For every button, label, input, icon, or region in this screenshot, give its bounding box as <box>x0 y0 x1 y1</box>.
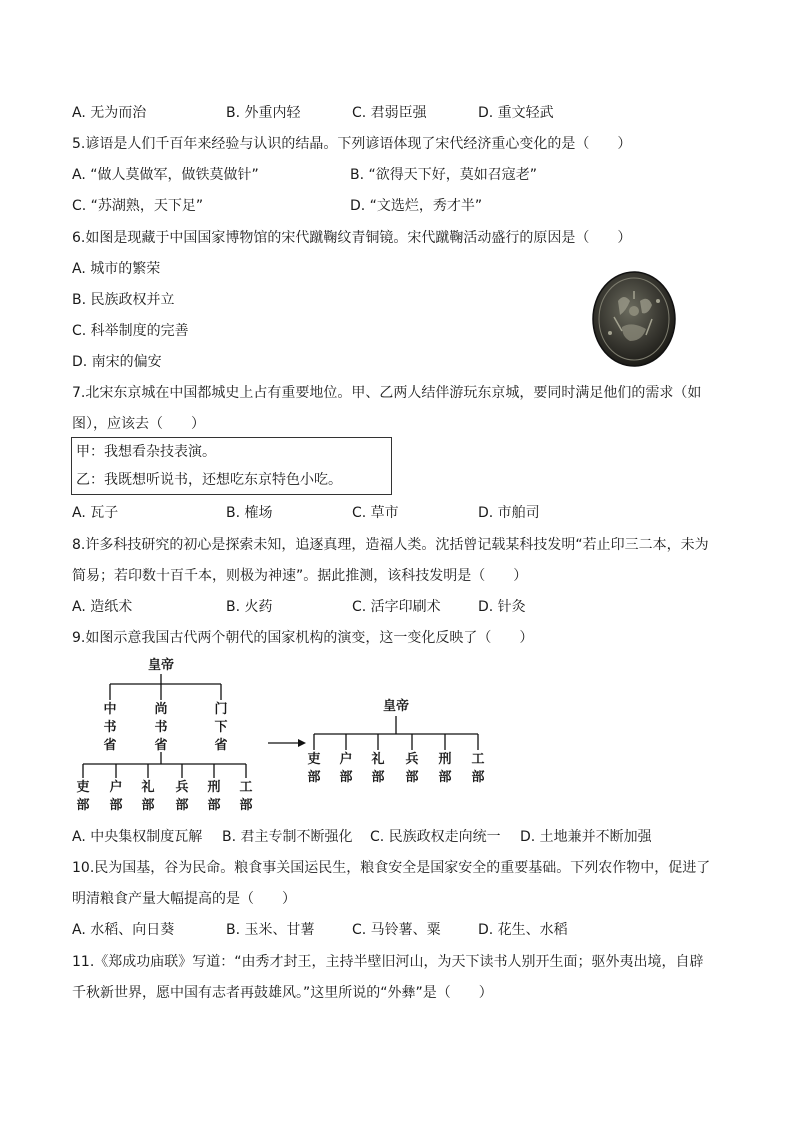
q6-option-a: A. 城市的繁荣 <box>72 261 161 277</box>
q9-option-c: C. 民族政权走向统一 <box>370 829 501 845</box>
q7-box-yi: 乙：我既想听说书，还想吃东京特色小吃。 <box>76 472 342 488</box>
q7-stem-line1: 7.北宋东京城在中国都城史上占有重要地位。甲、乙两人结伴游玩东京城，要同时满足他们的需求（如 <box>72 385 702 401</box>
q11-stem-line2: 千秋新世界，愿中国有志者再鼓雄风。”这里所说的“外彝”是（ ） <box>72 985 493 1001</box>
q7-option-d: D. 市舶司 <box>478 505 540 521</box>
q5-option-b: B. “欲得天下好，莫如召寇老” <box>350 167 538 183</box>
q6-stem: 6.如图是现藏于中国国家博物馆的宋代蹴鞠纹青铜镜。宋代蹴鞠活动盛行的原因是（ ） <box>72 230 632 246</box>
q10-option-c: C. 马铃薯、粟 <box>352 922 441 938</box>
q9-left-gongbu: 工部 <box>239 780 253 813</box>
q11-stem-line1: 11.《郑成功庙联》写道：“由秀才封王，主持半壁旧河山，为天下读书人别开生面；驱外夷出境，自辟 <box>72 954 704 970</box>
q9-right-emperor: 皇帝 <box>383 699 410 714</box>
bronze-mirror-image <box>592 271 676 367</box>
q9-left-menxia: 门下省 <box>214 702 228 753</box>
q9-left-xingbu: 刑部 <box>207 780 221 813</box>
q8-option-d: D. 针灸 <box>478 599 526 615</box>
q9-stem: 9.如图示意我国古代两个朝代的国家机构的演变，这一变化反映了（ ） <box>72 630 534 646</box>
q5-stem: 5.谚语是人们千百年来经验与认识的结晶。下列谚语体现了宋代经济重心变化的是（ ） <box>72 136 632 152</box>
q9-arrow-icon <box>298 739 306 747</box>
q9-left-libu2: 礼部 <box>141 780 155 813</box>
q7-quote-box <box>71 437 392 495</box>
q9-right-xingbu: 刑部 <box>438 752 452 785</box>
q8-option-c: C. 活字印刷术 <box>352 599 441 615</box>
q8-option-b: B. 火药 <box>226 599 273 615</box>
q9-option-b: B. 君主专制不断强化 <box>222 829 353 845</box>
q10-stem-line2: 明清粮食产量大幅提高的是（ ） <box>72 891 296 907</box>
q4-option-c: C. 君弱臣强 <box>352 105 427 121</box>
q7-option-c: C. 草市 <box>352 505 399 521</box>
q6-option-d: D. 南宋的偏安 <box>72 354 162 370</box>
q4-option-a: A. 无为而治 <box>72 105 147 121</box>
q6-option-b: B. 民族政权并立 <box>72 292 175 308</box>
q9-right-hubu: 户部 <box>339 752 353 785</box>
q9-left-zhongshu: 中书省 <box>103 702 117 753</box>
q7-option-b: B. 榷场 <box>226 505 273 521</box>
q5-option-a: A. “做人莫做军，做铁莫做针” <box>72 167 259 183</box>
q9-left-libu: 吏部 <box>76 780 90 813</box>
q10-option-a: A. 水稻、向日葵 <box>72 922 175 938</box>
q7-box-jia: 甲：我想看杂技表演。 <box>76 444 216 460</box>
q7-stem-line2: 图），应该去（ ） <box>72 416 205 432</box>
q8-option-a: A. 造纸术 <box>72 599 133 615</box>
q4-option-d: D. 重文轻武 <box>478 105 554 121</box>
q9-left-bingbu: 兵部 <box>175 780 189 813</box>
q9-left-shangshu: 尚书省 <box>154 702 168 753</box>
q9-left-emperor: 皇帝 <box>148 658 175 673</box>
q8-stem-line1: 8.许多科技研究的初心是探索未知，追逐真理，造福人类。沈括曾记载某科技发明“若止印三二本，未为 <box>72 537 709 553</box>
q10-stem-line1: 10.民为国基，谷为民命。粮食事关国运民生，粮食安全是国家安全的重要基础。下列农作物中，促进了 <box>72 860 711 876</box>
q9-left-hubu: 户部 <box>109 780 123 813</box>
q9-option-d: D. 土地兼并不断加强 <box>520 829 652 845</box>
q7-option-a: A. 瓦子 <box>72 505 119 521</box>
q5-option-d: D. “文选烂，秀才半” <box>350 198 483 214</box>
q9-right-libu: 吏部 <box>307 752 321 785</box>
q10-option-d: D. 花生、水稻 <box>478 922 568 938</box>
q5-option-c: C. “苏湖熟，天下足” <box>72 198 204 214</box>
q10-option-b: B. 玉米、甘薯 <box>226 922 315 938</box>
q9-right-libu2: 礼部 <box>371 752 385 785</box>
q9-right-bingbu: 兵部 <box>405 752 419 785</box>
q9-option-a: A. 中央集权制度瓦解 <box>72 829 203 845</box>
q4-option-b: B. 外重内轻 <box>226 105 301 121</box>
q8-stem-line2: 简易；若印数十百千本，则极为神速”。据此推测，该科技发明是（ ） <box>72 568 528 584</box>
q9-right-gongbu: 工部 <box>471 752 485 785</box>
q6-option-c: C. 科举制度的完善 <box>72 323 189 339</box>
